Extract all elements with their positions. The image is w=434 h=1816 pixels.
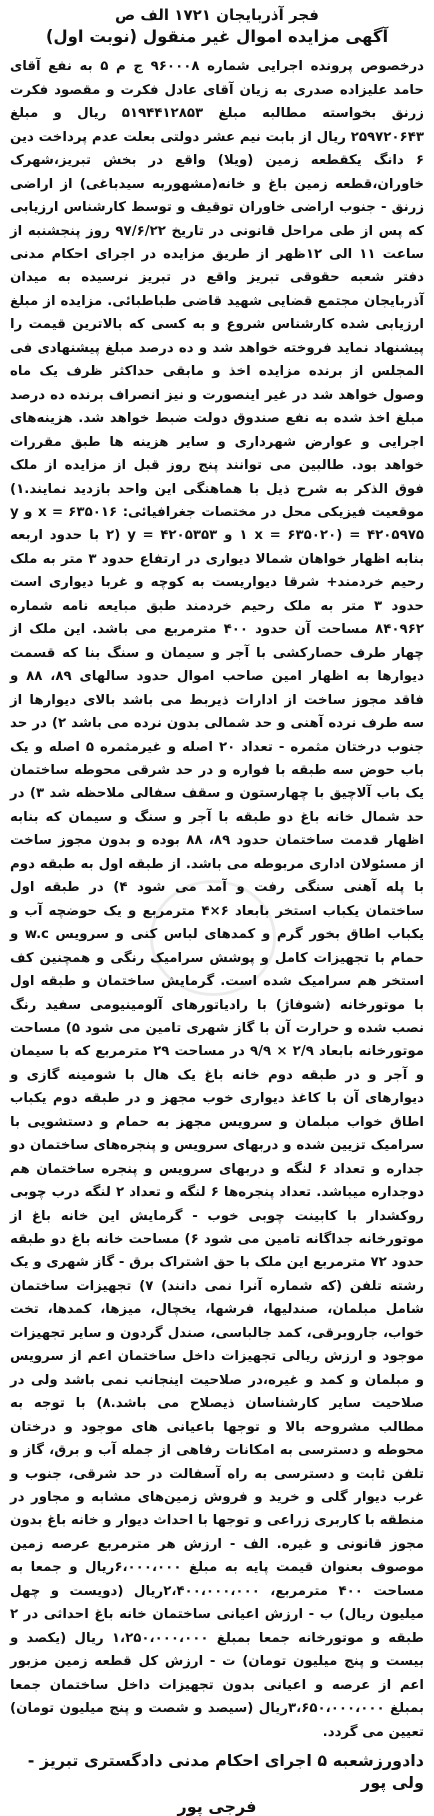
- notice-title: آگهی مزایده اموال غیر منقول (نوبت اول): [45, 26, 389, 46]
- notice-header: [10, 6, 424, 47]
- notice-signature-name: فرجی پور: [177, 1797, 257, 1816]
- notice-signature-line: دادورزشعبه ۵ اجرای احکام مدنی دادگستری تبریز - ولی پور: [27, 1751, 424, 1792]
- notice-code: فجر آذربایجان ۱۷۲۱ الف ص: [115, 6, 319, 24]
- notice-body-text: درخصوص پرونده اجرایی شماره ۹۶۰۰۰۸ ج م ۵ به نفع آقای حامد علیزاده صدری به زیان آقای عادل فکرت و مقصود فکرت زرنق بخواسته مطالبه مبلغ ۵۱۹۴۴۱۲۸۵۳ ریال و مبلغ ۲۵۹۷۲۰۶۴۳ ریال از بابت نیم عشر دولتی بعلت عدم پرداخت دین ۶ دانگ یکقطعه زمین (ویلا) واقع در بخش تبریز،شهرک خاوران،قطعه زمین باغ و خانه(مشهوربه سیدباغی) از اراضی زرنق - جنوب اراضی خاوران توقیف و توسط کارشناس ارزیابی که پس از طی مراحل قانونی در تاریخ ۹۷/۶/۲۲ روز پنجشنبه از ساعت ۱۱ الی ۱۲ظهر از طریق مزایده در اجرای احکام مدنی دفتر شعبه حقوقی تبریز واقع در تبریز نرسیده به میدان آذربایجان مجتمع قضایی شهید قاضی طباطبائی. مزایده از مبلغ ارزیابی شده کارشناس شروع و به کسی که بالاترین قیمت را پیشنهاد نماید فروخته خواهد شد و ده درصد مبلغ پیشنهادی فی المجلس از برنده مزایده اخذ و مابقی حداکثر ظرف یک ماه وصول خواهد شد در غیر اینصورت و نیز انصراف برنده ده درصد مبلغ اخذ شده به نفع صندوق دولت ضبط خواهد شد. هزینه‌های اجرایی و عوارض شهرداری و سایر هزینه ها طبق مقررات خواهد بود. طالبین می توانند پنج روز قبل از مزایده از ملک فوق الذکر به شرح ذیل با هماهنگی این واحد بازدید نمایند.۱) موقعیت فیزیکی محل در مختصات جغرافیائی: x = ۶۳۵۰۱۶ و y = ۴۲۰۵۹۷۵ (۱ x = ۶۳۵۰۲۰ و y = ۴۲۰۵۳۵۳ (۲ با حدود اربعه بنابه اظهار خواهان شمالا دیواری در ارتفاع حدود ۳ متر به ملک رحیم خردمند+ شرقا دیواریست به کوچه و غربا دیواری است حدود ۳ متر به ملک رحیم خردمند طبق مبایعه نامه شماره ۸۴۰۹۶۲ مساحت آن حدود ۴۰۰ مترمربع می باشد. این ملک از چهار طرف حصارکشی با آجر و سیمان و سنگ بنا که قسمت دیوارها به اظهار امین صاحب اموال حدود سالهای ۸۹، ۸۸ و فاقد مجوز ساخت از ادارات ذیربط می باشد بالای دیوارها از سه طرف نرده آهنی و حد شمالی بدون نرده می باشد ۲) در حد جنوب درختان مثمره - تعداد ۲۰ اصله و غیرمثمره ۵ اصله و یک باب حوض سه طبقه با فواره و در حد شرقی محوطه ساختمان یک باب آلاچیق با چهارستون و سقف سفالی ملاحظه شد ۳) در حد شمال خانه باغ دو طبقه با آجر و سنگ و سیمان که بنابه اظهار قدمت ساختمان حدود ۸۹، ۸۸ بوده و بدون مجوز ساخت از مسئولان اداری مربوطه می باشد. از طبقه اول به طبقه دوم با پله آهنی سنگی رفت و آمد می شود ۴) در طبقه اول ساختمان یکباب استخر بابعاد ۶×۴ مترمربع و یک حوضچه آب و یکباب اطاق بخور گرم و کمدهای لباس کنی و سرویس w.c و حمام با تجهیزات کامل و پوشش سرامیک رنگی و همچنین کف استخر هم سرامیک شده است. گرمایش ساختمان و طبقه اول با موتورخانه (شوفاژ) با رادیاتورهای آلومینیومی سفید رنگ نصب شده و حرارت آن با گاز شهری تامین می شود ۵) مساحت موتورخانه بابعاد ۲/۹ × ۹/۹ در مساحت ۲۹ مترمربع که با سیمان و آجر و در طبقه دوم خانه باغ یک هال با شومینه گازی و دیوارهای آن با کاغذ دیواری خوب مجهز و در طبقه دوم یکباب اطاق خواب مبلمان و سرویس مجهز به حمام و دستشویی با سرامیک تزیین شده و دربهای سرویس و پنجره‌های ساختمان دو جداره و تعداد ۶ لنگه و دربهای سرویس و پنجره ساختمان هم دوجداره میباشد. تعداد پنجره‌ها ۶ لنگه و تعداد ۲ لنگه درب چوبی روکشدار با کابینت چوبی خوب - گرمایش این خانه باغ از موتورخانه جداگانه تامین می شود ۶) مساحت خانه باغ دو طبقه حدود ۷۲ مترمربع این ملک با حق اشتراک برق - گاز شهری و یک رشته تلفن (که شماره آنرا نمی دانند) ۷) تجهیزات ساختمان شامل مبلمان، صندلیها، فرشها، یخچال، میزها، کمدها، تخت خواب، جاروبرقی، کمد جالباسی، صندل گردون و سایر تجهیزات موجود و ارزش ریالی تجهیزات داخل ساختمان اعم از سرویس و مبلمان و کمد و غیره،در صلاحیت اینجانب نمی باشد ولی در صلاحیت سایر کارشناسان ذیصلاح می باشد.۸) با توجه به مطالب مشروحه بالا و توجها باعیانی های موجود و درختان محوطه و دسترسی به امکانات رفاهی از جمله آب و برق، گاز و تلفن ثابت و دسترسی به راه آسفالت در حد شرقی، جنوب و غرب دیوار گلی و خرید و فروش زمین‌های مشابه و مجاور در منطقه با کاربری زراعی و توجها با احداث دیوار و خانه باغ بدون مجوز قانونی و غیره. الف - ارزش هر مترمربع عرصه زمین موصوف بعنوان قیمت پایه به مبلغ ۶،۰۰۰،۰۰۰ریال و جمعا به مساحت ۴۰۰ مترمربع، ۲،۴۰۰،۰۰۰،۰۰۰ریال (دویست و چهل میلیون ریال) ب - ارزش اعیانی ساختمان خانه باغ احداثی در ۲ طبقه و موتورخانه جمعا بمبلغ ۱،۲۵۰،۰۰۰،۰۰۰ ریال (یکصد و بیست و پنج میلیون تومان) ت - ارزش کل قطعه زمین مزبور اعم از عرصه و اعیانی بدون تجهیزات داخل ساختمان جمعا بمبلغ ۳،۶۵۰،۰۰۰،۰۰۰ریال (سیصد و شصت و پنج میلیون تومان) تعیین می گردد.: [10, 59, 425, 1740]
- faded-stamp: [150, 880, 276, 996]
